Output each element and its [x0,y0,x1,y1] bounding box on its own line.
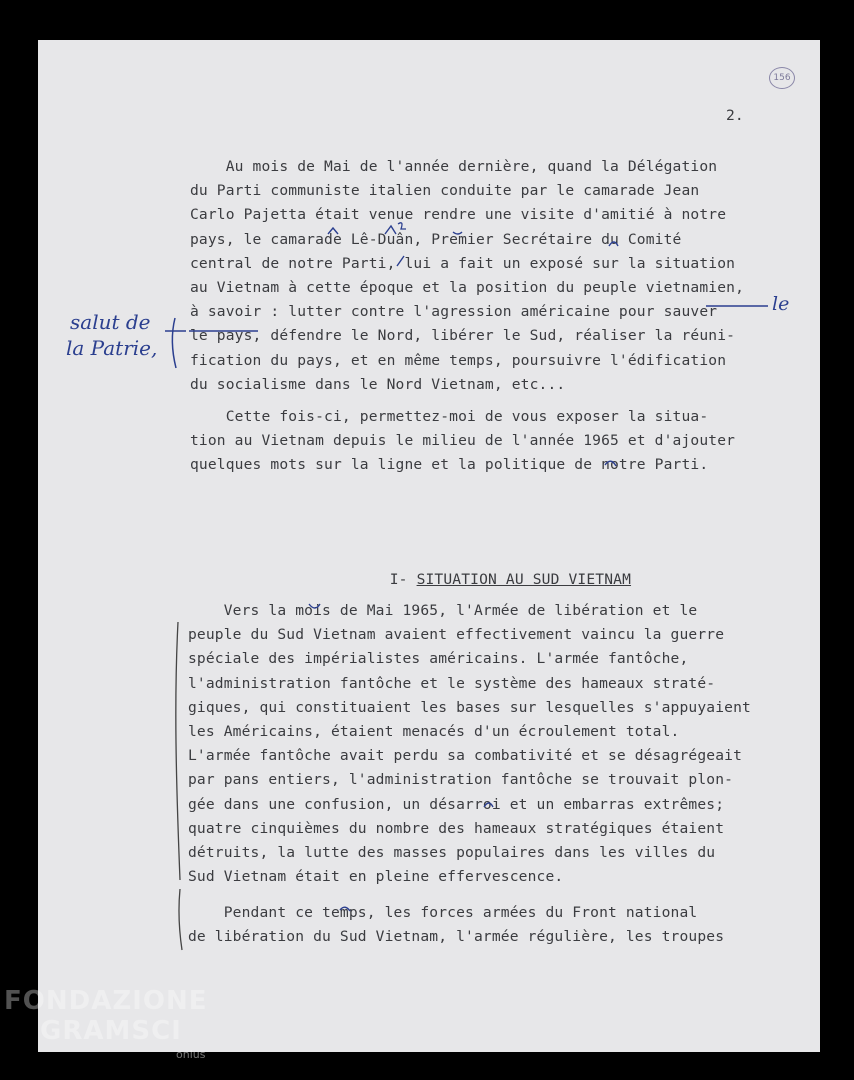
text-line: du socialisme dans le Nord Vietnam, etc... [190,375,566,393]
text-line: les Américains, étaient menacés d'un écroulement total. [188,723,680,740]
text-line: par pans entiers, l'administration fantôche se trouvait plon- [188,771,734,789]
section-title: SITUATION AU SUD VIETNAM [416,571,632,588]
text-line: au Vietnam à cette époque et la position du peuple vietnamien, [190,279,745,296]
text-line: L'armée fantôche avait perdu sa combativité et se désagrégeait [188,747,743,765]
page-number: 2. [726,107,744,124]
text-line: à savoir : lutter contre l'agression américaine pour sauver [190,303,718,321]
document-page [38,40,820,1052]
text-line: l'administration fantôche et le système des hameaux straté- [188,674,716,692]
text-line: pays, le camarade Lê-Duân, Premier Secrétaire du Comité [190,230,682,248]
watermark-suffix: onlus [176,1048,206,1061]
text-line: quatre cinquièmes du nombre des hameaux stratégiques étaient [188,819,725,837]
handwritten-margin-note-line2: la Patrie, [66,336,158,360]
paragraph-2 [190,408,736,493]
text-line: du Parti communiste italien conduite par le camarade Jean [190,182,700,200]
text-line: peuple du Sud Vietnam avaient effectivement vaincu la guerre [188,626,725,644]
text-line: le pays, défendre le Nord, libérer le Sud, réaliser la réuni- [190,327,736,345]
fondazione-gramsci-watermark [4,986,208,1061]
text-line: de libération du Sud Vietnam, l'armée régulière, les troupes [188,928,725,946]
handwritten-margin-note-line1: salut de [70,310,151,334]
text-line: Au mois de Mai de l'année dernière, quand la Délégation [190,158,718,175]
text-line: détruits, la lutte des masses populaires dans les villes du [188,844,716,861]
text-line: gée dans une confusion, un désarroi et un embarras extrêmes; [188,795,725,813]
text-line: spéciale des impérialistes américains. L'armée fantôche, [188,650,689,668]
text-line: Sud Vietnam était en pleine effervescence. [188,868,564,886]
text-line: Cette fois-ci, permettez-moi de vous exposer la situa- [190,408,709,425]
text-line: central de notre Parti, lui a fait un exposé sur la situation [190,254,736,272]
text-line: Carlo Pajetta était venue rendre une visite d'amitié à notre [190,206,727,224]
section-heading [354,554,631,605]
watermark-line2: GRAMSCI [40,1016,182,1046]
text-line: tion au Vietnam depuis le milieu de l'année 1965 et d'ajouter [190,432,736,450]
text-line: Pendant ce temps, les forces armées du Front national [188,904,698,921]
handwritten-inline-insertion: le [772,293,790,315]
section-number: I- [389,571,417,588]
text-line: Vers la mois de Mai 1965, l'Armée de libération et le [188,602,698,619]
paragraph-1 [190,158,745,393]
text-line: fication du pays, et en même temps, poursuivre l'édification [190,351,727,369]
text-line: quelques mots sur la ligne et la politique de notre Parti. [190,456,709,474]
paragraph-3 [188,602,751,886]
text-line: giques, qui constituaient les bases sur lesquelles s'appuyaient [188,698,751,716]
watermark-line1: FONDAZIONE [4,986,208,1016]
archive-stamp: 156 [769,67,795,89]
paragraph-4 [188,904,725,972]
